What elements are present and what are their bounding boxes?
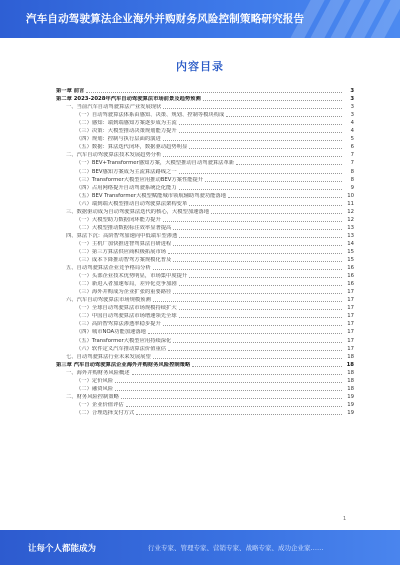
toc-entry[interactable] [56, 287, 354, 295]
toc-leader-dots [136, 413, 342, 415]
toc-entry-text: （二）融资风险 [76, 385, 114, 392]
toc-entry-text: （一）大模型助力数据闭环能力提升 [76, 216, 161, 223]
toc-entry[interactable] [56, 215, 354, 223]
toc-entry-text: 三、数据驱动成为自动驾驶算法迭代的核心，大模型加速落地 [66, 208, 210, 215]
toc-leader-dots [203, 99, 342, 101]
toc-leader-dots [121, 397, 342, 399]
toc-leader-dots [168, 252, 342, 254]
toc-entry-text: （一）主机厂加快推进智驾算法自研进程 [76, 240, 172, 247]
toc-leader-dots [173, 228, 342, 230]
toc-entry-page: 19 [347, 401, 354, 408]
toc-entry[interactable] [56, 311, 354, 319]
toc-entry-page: 9 [350, 184, 354, 191]
toc-entry[interactable] [56, 335, 354, 343]
toc-leader-dots [115, 381, 342, 383]
toc-entry[interactable] [56, 150, 354, 158]
toc-entry-page: 15 [347, 248, 354, 255]
toc-entry-text: （一）全球自动驾驶算法市场规模持续扩大 [76, 305, 177, 312]
toc-entry-page: 17 [347, 321, 354, 328]
toc-entry-text: （三）成本下降推动智驾方案规模化普及 [76, 257, 172, 264]
toc-entry-text: （三）Transformer大模型应用推动BEV方案性能提升 [76, 176, 204, 183]
toc-entry-page: 19 [347, 393, 354, 400]
toc-entry[interactable] [56, 94, 354, 102]
toc-leader-dots [132, 373, 342, 375]
toc-entry-text: 第三章 汽车自动驾驶算法企业海外并购财务风险控制策略 [56, 361, 191, 368]
toc-entry[interactable] [56, 207, 354, 215]
toc-entry-page: 18 [347, 377, 354, 384]
toc-leader-dots [153, 268, 342, 270]
toc-entry-text: （六）软件定义汽车推动算法价值重估 [76, 345, 167, 352]
toc-leader-dots [126, 405, 342, 407]
footer-slogan: 让每个人都能成为 [28, 544, 97, 554]
toc-entry[interactable] [56, 392, 354, 400]
toc-entry-page: 16 [347, 273, 354, 280]
toc-entry-text: 七、自动驾驶算法行业未来发展展望 [66, 353, 151, 360]
toc-leader-dots [192, 365, 342, 367]
toc-entry-page: 17 [347, 289, 354, 296]
toc-entry-page: 19 [347, 409, 354, 416]
toc-entry[interactable] [56, 175, 354, 183]
toc-entry[interactable] [56, 295, 354, 303]
footer-tagline: 行业专家、管理专家、营销专家、战略专家、成功企业家…… [148, 544, 324, 552]
toc-entry[interactable] [56, 303, 354, 311]
toc-entry-page: 18 [347, 385, 354, 392]
toc-leader-dots [163, 155, 342, 157]
toc-entry-page: 14 [347, 240, 354, 247]
toc-entry[interactable] [56, 279, 354, 287]
toc-leader-dots [189, 276, 342, 278]
toc-entry-text: （五）BEV Transformer大模型赋能城市领航辅助驾驶功能落地 [76, 192, 227, 199]
toc-entry-page: 18 [347, 353, 354, 360]
footer-banner [0, 530, 400, 565]
toc-entry-text: （三）决策：大模型推动决策规划能力提升 [76, 128, 177, 135]
toc-entry[interactable] [56, 263, 354, 271]
toc-leader-dots [168, 349, 342, 351]
toc-entry-page: 7 [350, 160, 354, 167]
toc-entry-text: （二）感知：端到端感知方案逐步成为主流 [76, 120, 177, 127]
toc-entry-text: 五、自动驾驶算法企业竞争格局分析 [66, 265, 151, 272]
toc-entry-page: 18 [346, 361, 354, 368]
toc-entry[interactable] [56, 142, 354, 150]
toc-entry[interactable] [56, 271, 354, 279]
toc-entry-page: 3 [350, 88, 354, 95]
toc-entry-page: 17 [347, 329, 354, 336]
toc-entry[interactable] [56, 86, 354, 94]
toc-entry[interactable] [56, 368, 354, 376]
toc-entry-text: 四、算法下沉：高阶智驾加速向中低端车型渗透 [66, 232, 178, 239]
toc-entry-page: 16 [347, 281, 354, 288]
toc-leader-dots [179, 308, 342, 310]
toc-entry-page: 6 [350, 144, 354, 151]
toc-leader-dots [179, 284, 342, 286]
toc-entry-page: 4 [350, 128, 354, 135]
toc-entry[interactable] [56, 110, 354, 118]
toc-entry-text: （一）BEV+Transformer感知方案，大模型推动自动驾驶算法革新 [76, 160, 235, 167]
toc-entry-text: 一、当前汽车自动驾驶算法产业发展现状 [66, 104, 162, 111]
toc-leader-dots [211, 212, 342, 214]
toc-entry-text: （一）自动驾驶算法体系由感知、决策、规划、控制等模块构成 [76, 112, 225, 119]
toc-entry[interactable] [56, 400, 354, 408]
toc-entry-page: 3 [350, 112, 354, 119]
toc-leader-dots [179, 172, 342, 174]
toc-entry-text: 第一章 前言 [56, 88, 85, 95]
toc-entry-text: （六）端到端大模型推动自动驾驶算法架构变革 [76, 200, 188, 207]
toc-entry-text: 二、汽车自动驾驶算法技术发展趋势分析 [66, 152, 162, 159]
toc-entry-page: 18 [347, 369, 354, 376]
toc-leader-dots [189, 204, 342, 206]
toc-leader-dots [189, 147, 342, 149]
toc-entry[interactable] [56, 376, 354, 384]
toc-entry[interactable] [56, 352, 354, 360]
toc-entry-page: 8 [350, 176, 354, 183]
toc-entry-page: 13 [347, 232, 354, 239]
toc-entry-text: 一、海外并购财务风险概述 [66, 369, 130, 376]
toc-leader-dots [115, 389, 342, 391]
toc-leader-dots [153, 357, 342, 359]
toc-leader-dots [148, 332, 342, 334]
toc-entry[interactable] [56, 231, 354, 239]
toc-entry[interactable] [56, 408, 354, 416]
toc-entry-text: （二）第三方算法供应商积极拓展市场 [76, 248, 167, 255]
toc-entry-page: 17 [347, 305, 354, 312]
toc-entry-page: 17 [347, 297, 354, 304]
toc-leader-dots [179, 131, 342, 133]
toc-leader-dots [163, 220, 342, 222]
toc-entry[interactable] [56, 344, 354, 352]
toc-leader-dots [226, 115, 342, 117]
toc-entry[interactable] [56, 223, 354, 231]
toc-leader-dots [153, 300, 342, 302]
toc-entry-text: 二、财务风险控制策略 [66, 393, 119, 400]
toc-entry-page: 11 [347, 200, 354, 207]
toc-leader-dots [173, 260, 342, 262]
toc-entry-page: 8 [350, 168, 354, 175]
toc-entry[interactable] [56, 327, 354, 335]
toc-entry-text: （五）数据：算法迭代闭环，数据驱动趋势明显 [76, 144, 188, 151]
toc-leader-dots [179, 236, 342, 238]
toc-entry-page: 15 [347, 257, 354, 264]
toc-leader-dots [173, 244, 342, 246]
toc-entry-text: （三）高阶智驾算法渗透率稳步提升 [76, 321, 161, 328]
toc-entry-text: 六、汽车自动驾驶算法市场规模预测 [66, 297, 151, 304]
toc-entry[interactable] [56, 239, 354, 247]
toc-entry-text: （四）占用网络提升自动驾驶系统泛化能力 [76, 184, 177, 191]
toc-entry[interactable] [56, 360, 354, 368]
toc-entry-page: 13 [347, 224, 354, 231]
toc-entry-text: （一）头部企业技术优势明显，市场集中度提升 [76, 273, 188, 280]
toc-entry[interactable] [56, 247, 354, 255]
toc-entry-page: 17 [347, 313, 354, 320]
toc-entry-text: （二）BEV感知方案成为主流算法路线之一 [76, 168, 177, 175]
toc-entry-text: （二）大模型推动数据标注效率显著提高 [76, 224, 172, 231]
toc-leader-dots [163, 139, 342, 141]
toc-entry[interactable] [56, 166, 354, 174]
toc-entry[interactable] [56, 118, 354, 126]
toc-entry-page: 4 [350, 120, 354, 127]
toc-leader-dots [179, 316, 342, 318]
toc-entry[interactable] [56, 183, 354, 191]
report-title: 汽车自动驾驶算法企业海外并购财务风险控制策略研究报告 [26, 13, 305, 25]
toc-entry-page: 3 [350, 96, 354, 103]
toc-entry[interactable] [56, 319, 354, 327]
toc-entry-text: （四）规划：控制与执行层面的演进 [76, 136, 161, 143]
toc-entry-text: （二）合理选择支付方式 [76, 409, 135, 416]
toc-entry-text: （三）海外并购成为企业扩张的重要路径 [76, 289, 172, 296]
toc-entry[interactable] [56, 199, 354, 207]
toc-leader-dots [205, 180, 342, 182]
toc-entry-text: （二）新进入者加速布局，差异化竞争加剧 [76, 281, 177, 288]
toc-leader-dots [173, 341, 342, 343]
toc-entry[interactable] [56, 255, 354, 263]
toc-entry-text: （五）Transformer大模型应用持续深化 [76, 337, 172, 344]
toc-leader-dots [163, 324, 342, 326]
toc-entry-page: 17 [347, 345, 354, 352]
toc-entry-page: 3 [350, 104, 354, 111]
toc-entry-text: 第二章 2023-2028年汽车自动驾驶算法市场前景及趋势预测 [56, 96, 201, 103]
toc-entry[interactable] [56, 191, 354, 199]
toc-entry[interactable] [56, 102, 354, 110]
toc-entry-page: 12 [347, 208, 354, 215]
toc-entry-text: （一）定价风险 [76, 377, 114, 384]
page-number: 1 [343, 516, 347, 522]
toc-leader-dots [163, 107, 342, 109]
toc-entry-page: 16 [347, 265, 354, 272]
toc-entry-text: （四）城市NOA功能加速落地 [76, 329, 146, 336]
toc-entry-page: 12 [347, 216, 354, 223]
toc-leader-dots [236, 163, 342, 165]
toc-leader-dots [179, 123, 342, 125]
toc-entry-page: 5 [350, 136, 354, 143]
toc-entry[interactable] [56, 134, 354, 142]
toc-entry-text: （二）中国自动驾驶算法市场增速领先全球 [76, 313, 177, 320]
report-header-banner [0, 0, 400, 38]
toc-entry[interactable] [56, 126, 354, 134]
toc-leader-dots [228, 196, 342, 198]
toc-leader-dots [86, 91, 342, 93]
toc-entry-text: （一）企业价值评估 [76, 401, 124, 408]
toc-entry-page: 7 [350, 152, 354, 159]
toc-entry[interactable] [56, 158, 354, 166]
toc-entry-page: 10 [347, 192, 354, 199]
toc-heading: 内容目录 [176, 60, 224, 73]
toc-leader-dots [179, 188, 342, 190]
table-of-contents [56, 86, 354, 416]
toc-leader-dots [173, 292, 342, 294]
toc-entry[interactable] [56, 384, 354, 392]
toc-entry-page: 17 [347, 337, 354, 344]
